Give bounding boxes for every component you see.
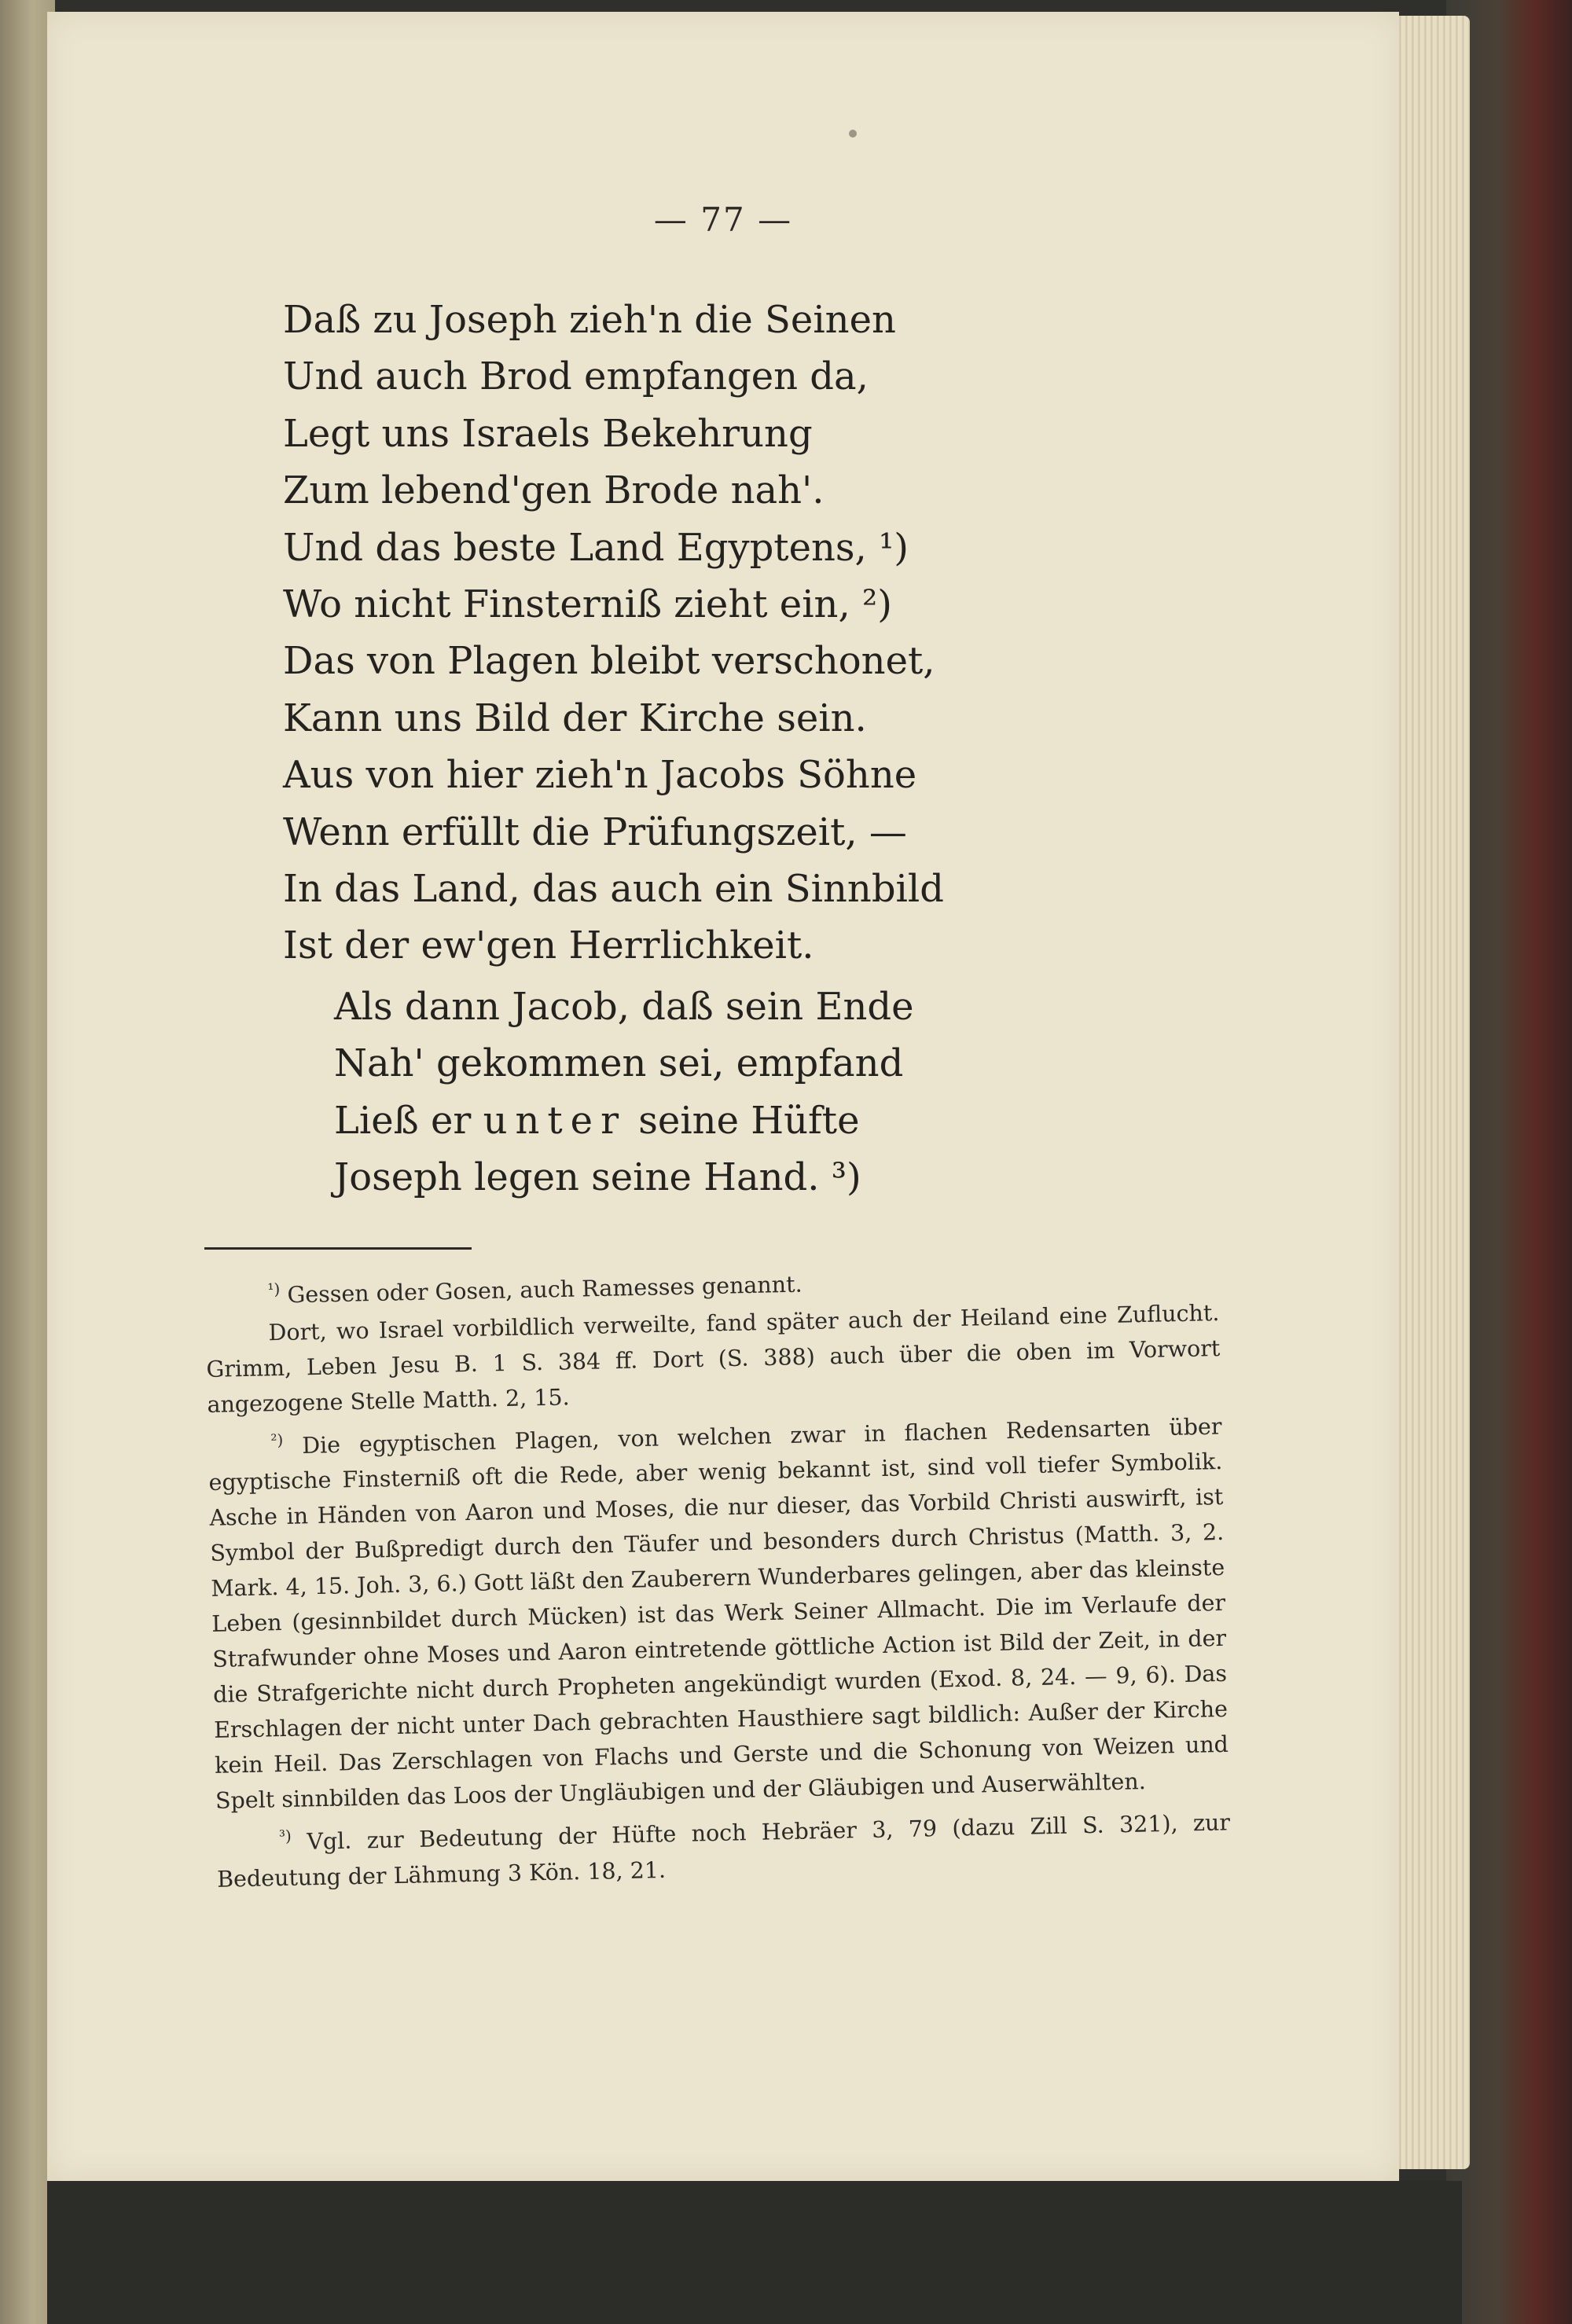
bottom-shadow bbox=[47, 2181, 1462, 2324]
stanza-1 bbox=[283, 292, 944, 975]
verse-text: Ließ er bbox=[334, 1098, 483, 1143]
verse-line: Daß zu Joseph zieh'n die Seinen bbox=[283, 298, 896, 342]
footnote-divider bbox=[204, 1247, 472, 1250]
verse-line: In das Land, das auch ein Sinnbild bbox=[283, 867, 944, 912]
verse-line: Wenn erfüllt die Prüfungszeit, — bbox=[283, 810, 907, 854]
footnote-1-continued bbox=[205, 1294, 1221, 1422]
verse-line: Und auch Brod empfangen da, bbox=[283, 354, 869, 399]
verse-line: Kann uns Bild der Kirche sein. bbox=[283, 696, 867, 740]
verse-text: seine Hüfte bbox=[626, 1098, 860, 1143]
verse-line: Wo nicht Finsterniß zieht ein, ²) bbox=[283, 582, 892, 627]
footnote-marker: ¹) bbox=[267, 1279, 281, 1299]
paper-spot bbox=[849, 130, 857, 138]
footnotes bbox=[204, 1252, 1231, 1898]
verse-line: Das von Plagen bleibt verschonet, bbox=[283, 639, 935, 684]
verse-line: Nah' gekommen sei, empfand bbox=[334, 1041, 904, 1086]
verse-line: Als dann Jacob, daß sein Ende bbox=[334, 985, 914, 1029]
verse-line: Aus von hier zieh'n Jacobs Söhne bbox=[283, 753, 917, 798]
footnote-marker: ²) bbox=[270, 1430, 284, 1449]
footnote-text: Vgl. zur Bedeutung der Hüfte noch Hebräer 3, 79 (dazu Zill S. 321), zur Bedeutung der Lähmung 3 Kön. 18, 21. bbox=[216, 1809, 1231, 1893]
footnote-text: Gessen oder Gosen, auch Ramesses genannt. bbox=[287, 1271, 803, 1309]
verse-line: Ist der ew'gen Herrlichkeit. bbox=[283, 923, 814, 968]
verse-line: Legt uns Israels Bekehrung bbox=[283, 411, 813, 456]
verse-line: Zum lebend'gen Brode nah'. bbox=[283, 468, 825, 513]
book-page bbox=[47, 12, 1399, 2181]
footnote-marker: ³) bbox=[278, 1826, 292, 1846]
page-number: — 77 — bbox=[653, 200, 793, 239]
verse-line: Joseph legen seine Hand. ³) bbox=[334, 1155, 861, 1200]
footnote-text: Dort, wo Israel vorbildlich verweilte, fand später auch der Heiland eine Zuflucht. Grimm, Leben Jesu B. 1 S. 384 ff. Dort (S. 388) auch über die oben im Vorwort angezogene Stelle Matth. 2, 15. bbox=[206, 1299, 1221, 1418]
footnote-text: Die egyptischen Plagen, von welchen zwar in flachen Redensarten über egyptische Finsterniß oft die Rede, aber wenig bekannt ist, sind voll tiefer Symbolik. Asche in Händen von Aaron und Moses, die nur dieser, das Vorbild Christi auswirft, ist Symbol der Bußpredigt durch den Täufer und besonders durch Christus (Matth. 3, 2. Mark. 4, 15. Joh. 3, 6.) Gott läßt den Zauberern Wunderbares gelingen, aber das kleinste Leben (gesinnbildet durch Mücken) ist das Werk Seiner Allmacht. Die im Verlaufe der Strafwunder ohne Moses und Aaron eintretende göttliche Action ist Bild der Zeit, in der die Strafgerichte nicht durch Propheten angekündigt wurden (Exod. 8, 24. — 9, 6). Das Erschlagen der nicht unter Dach gebrachten Hausthiere sagt bildlich: Außer der Kirche kein Heil. Das Zerschlagen von Flachs und Gerste und die Schonung von Weizen und Spelt sinnbilden das Loos der Ungläubigen und der Gläubigen und Auserwählten. bbox=[208, 1412, 1229, 1814]
emphasized-word: unter bbox=[483, 1098, 627, 1143]
verse-line: Und das beste Land Egyptens, ¹) bbox=[283, 525, 909, 570]
verse-line bbox=[334, 1092, 914, 1149]
stanza-2 bbox=[334, 978, 914, 1206]
footnote-2 bbox=[208, 1402, 1229, 1818]
